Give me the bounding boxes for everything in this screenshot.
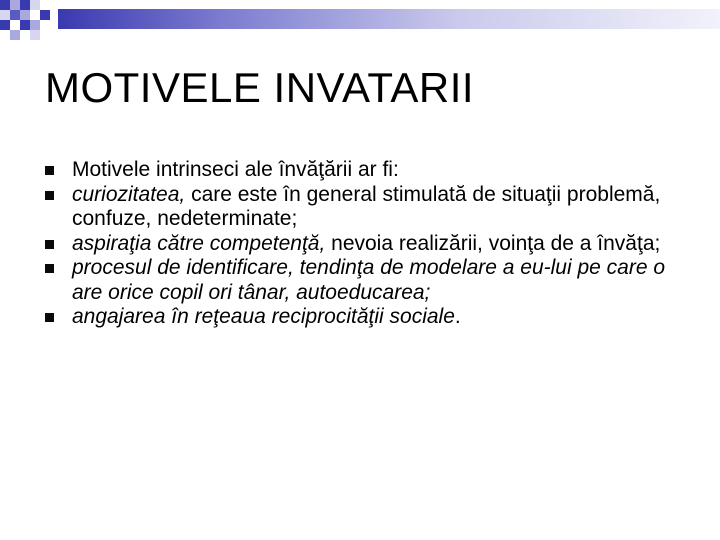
square-bullet-icon bbox=[45, 240, 54, 249]
list-item-text: . bbox=[454, 305, 461, 328]
decorative-header bbox=[0, 0, 720, 40]
header-gradient-bar bbox=[58, 9, 720, 29]
list-item bbox=[45, 158, 685, 183]
list-item bbox=[45, 183, 685, 232]
list-item bbox=[45, 305, 685, 330]
list-item-emphasis: aspiraţia către competenţă, bbox=[72, 231, 326, 255]
square-bullet-icon bbox=[45, 264, 54, 273]
list-item bbox=[45, 232, 685, 257]
square-bullet-icon bbox=[45, 166, 54, 175]
list-item-text: care este în general stimulată de situaţii problemă, confuze, nedeterminate; bbox=[72, 182, 661, 230]
list-item-text: Motivele intrinseci ale învăţării ar fi: bbox=[72, 158, 399, 181]
square-bullet-icon bbox=[45, 191, 54, 200]
list-item-emphasis: procesul de identificare, tendinţa de modelare a eu-lui pe care o are orice copil ori tânar, autoeducarea; bbox=[72, 256, 666, 304]
list-item-emphasis: curiozitatea, bbox=[72, 182, 186, 206]
slide-title: MOTIVELE INVATARII bbox=[45, 64, 475, 111]
list-item-emphasis: angajarea în reţeaua reciprocităţii sociale bbox=[72, 305, 455, 328]
list-item bbox=[45, 256, 685, 305]
bullet-list bbox=[45, 158, 685, 330]
list-item-text: nevoia realizării, voinţa de a învăţa; bbox=[325, 231, 661, 255]
square-bullet-icon bbox=[45, 313, 54, 322]
